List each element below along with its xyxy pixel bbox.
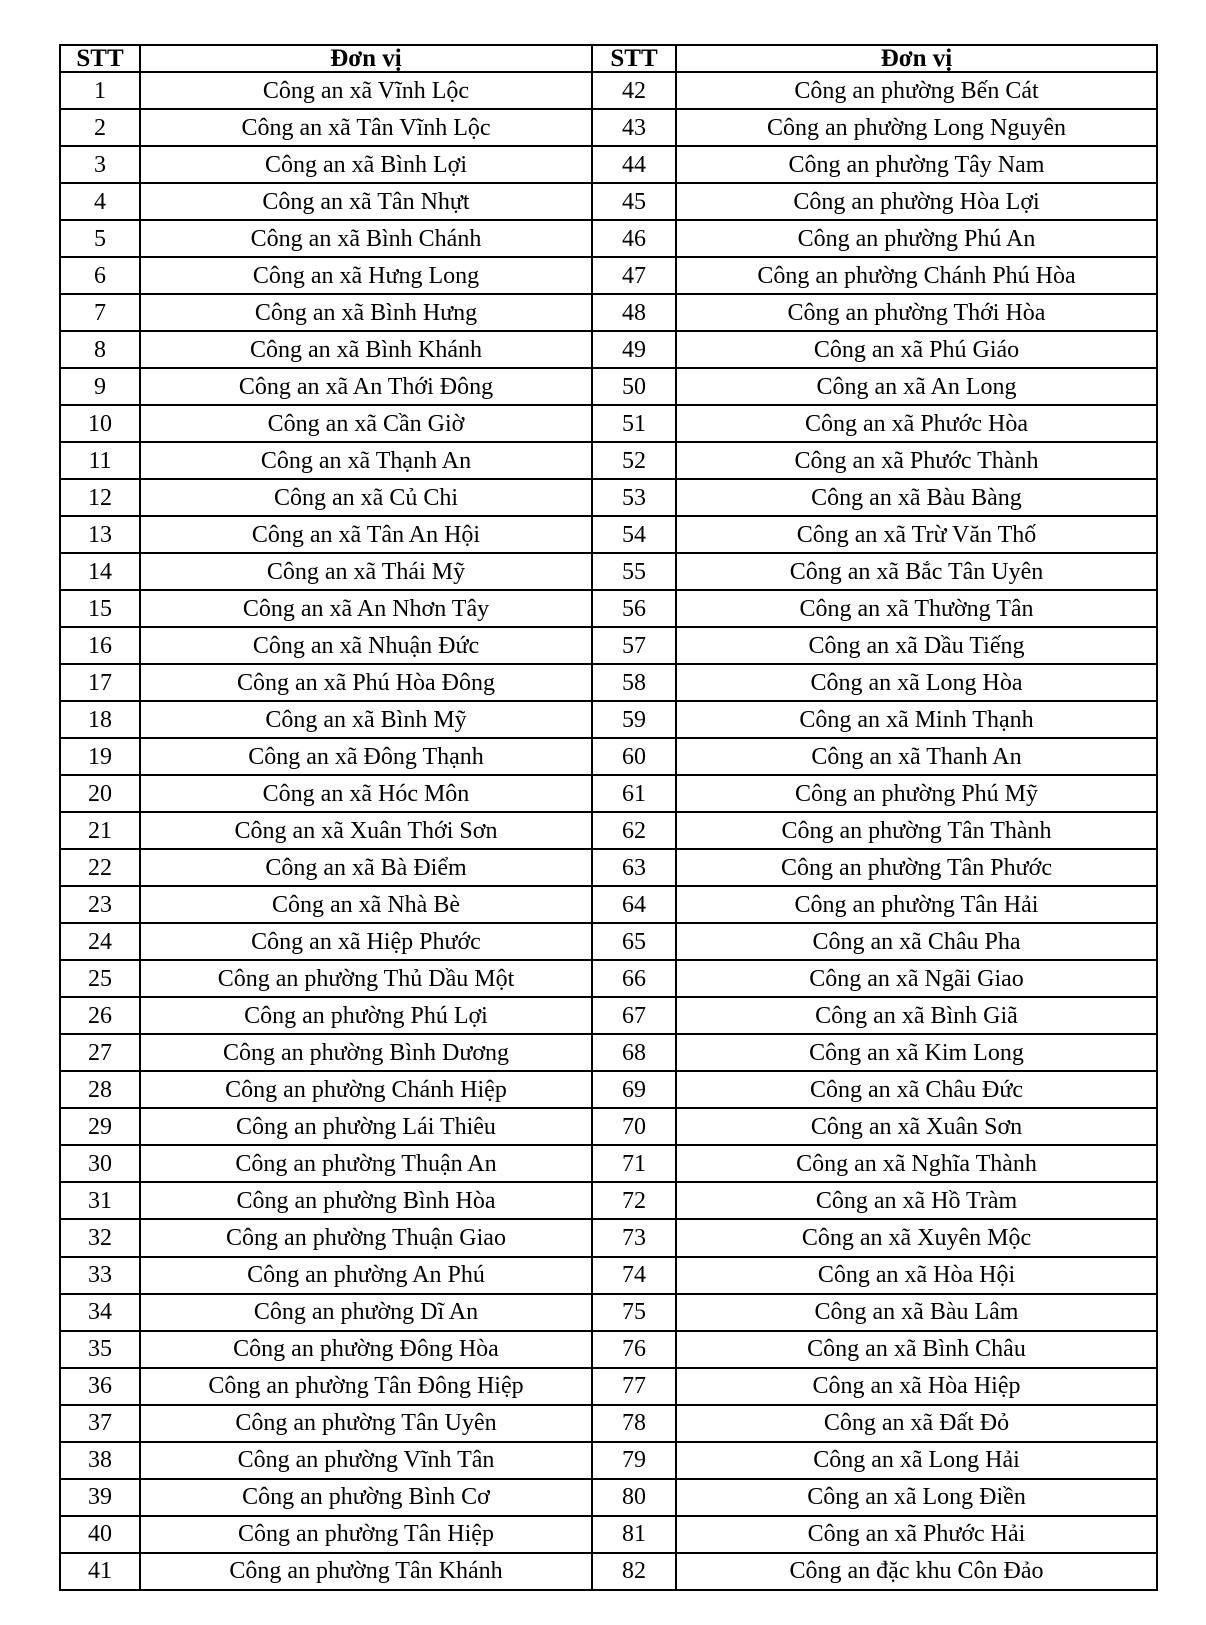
unit-name-cell: Công an xã Hồ Tràm — [676, 1182, 1157, 1219]
stt-cell: 75 — [592, 1294, 676, 1331]
table-row — [60, 1294, 1157, 1331]
unit-name-cell: Công an xã Bình Giã — [676, 997, 1157, 1034]
unit-name-cell: Công an phường An Phú — [140, 1257, 592, 1294]
stt-cell: 35 — [60, 1331, 140, 1368]
unit-name-cell: Công an phường Long Nguyên — [676, 109, 1157, 146]
unit-name-cell: Công an phường Đông Hòa — [140, 1331, 592, 1368]
table-row — [60, 1405, 1157, 1442]
unit-name-cell: Công an xã Phú Giáo — [676, 331, 1157, 368]
stt-cell: 10 — [60, 405, 140, 442]
unit-name-cell: Công an phường Bình Cơ — [140, 1479, 592, 1516]
unit-name-cell: Công an phường Tân Phước — [676, 849, 1157, 886]
unit-name-cell: Công an xã Củ Chi — [140, 479, 592, 516]
stt-cell: 67 — [592, 997, 676, 1034]
header-stt-right: STT — [592, 45, 676, 72]
table-row — [60, 1108, 1157, 1145]
stt-cell: 7 — [60, 294, 140, 331]
stt-cell: 51 — [592, 405, 676, 442]
stt-cell: 56 — [592, 590, 676, 627]
stt-cell: 27 — [60, 1034, 140, 1071]
unit-name-cell: Công an xã Nhuận Đức — [140, 627, 592, 664]
stt-cell: 80 — [592, 1479, 676, 1516]
table-row — [60, 479, 1157, 516]
unit-name-cell: Công an phường Lái Thiêu — [140, 1108, 592, 1145]
unit-name-cell: Công an xã Xuyên Mộc — [676, 1219, 1157, 1256]
stt-cell: 38 — [60, 1442, 140, 1479]
stt-cell: 24 — [60, 923, 140, 960]
stt-cell: 69 — [592, 1071, 676, 1108]
unit-name-cell: Công an xã Long Điền — [676, 1479, 1157, 1516]
unit-name-cell: Công an phường Thuận Giao — [140, 1219, 592, 1256]
stt-cell: 2 — [60, 109, 140, 146]
stt-cell: 41 — [60, 1553, 140, 1590]
stt-cell: 78 — [592, 1405, 676, 1442]
stt-cell: 31 — [60, 1182, 140, 1219]
stt-cell: 43 — [592, 109, 676, 146]
table-row — [60, 1182, 1157, 1219]
unit-name-cell: Công an phường Hòa Lợi — [676, 183, 1157, 220]
header-stt-left: STT — [60, 45, 140, 72]
unit-name-cell: Công an phường Phú Mỹ — [676, 775, 1157, 812]
unit-name-cell: Công an phường Tân Đông Hiệp — [140, 1368, 592, 1405]
stt-cell: 36 — [60, 1368, 140, 1405]
unit-name-cell: Công an xã Kim Long — [676, 1034, 1157, 1071]
table-row — [60, 516, 1157, 553]
unit-name-cell: Công an xã Thường Tân — [676, 590, 1157, 627]
unit-name-cell: Công an xã An Thới Đông — [140, 368, 592, 405]
table-row — [60, 109, 1157, 146]
unit-name-cell: Công an xã Xuân Sơn — [676, 1108, 1157, 1145]
table-row — [60, 1553, 1157, 1590]
stt-cell: 17 — [60, 664, 140, 701]
unit-name-cell: Công an xã Bình Mỹ — [140, 701, 592, 738]
unit-name-cell: Công an phường Bến Cát — [676, 72, 1157, 109]
stt-cell: 18 — [60, 701, 140, 738]
table-row — [60, 1257, 1157, 1294]
table-row — [60, 627, 1157, 664]
unit-name-cell: Công an xã Dầu Tiếng — [676, 627, 1157, 664]
stt-cell: 29 — [60, 1108, 140, 1145]
unit-name-cell: Công an xã Tân Vĩnh Lộc — [140, 109, 592, 146]
stt-cell: 1 — [60, 72, 140, 109]
unit-name-cell: Công an xã Xuân Thới Sơn — [140, 812, 592, 849]
stt-cell: 79 — [592, 1442, 676, 1479]
header-row — [60, 45, 1157, 72]
stt-cell: 20 — [60, 775, 140, 812]
stt-cell: 54 — [592, 516, 676, 553]
table-row — [60, 294, 1157, 331]
stt-cell: 6 — [60, 257, 140, 294]
unit-name-cell: Công an xã Trừ Văn Thố — [676, 516, 1157, 553]
stt-cell: 77 — [592, 1368, 676, 1405]
unit-name-cell: Công an xã Thái Mỹ — [140, 553, 592, 590]
stt-cell: 52 — [592, 442, 676, 479]
unit-name-cell: Công an xã Hóc Môn — [140, 775, 592, 812]
stt-cell: 34 — [60, 1294, 140, 1331]
stt-cell: 21 — [60, 812, 140, 849]
stt-cell: 49 — [592, 331, 676, 368]
stt-cell: 55 — [592, 553, 676, 590]
unit-name-cell: Công an xã Châu Đức — [676, 1071, 1157, 1108]
stt-cell: 14 — [60, 553, 140, 590]
unit-name-cell: Công an xã Đất Đỏ — [676, 1405, 1157, 1442]
unit-name-cell: Công an xã Phước Hòa — [676, 405, 1157, 442]
unit-name-cell: Công an xã Cần Giờ — [140, 405, 592, 442]
table-row — [60, 368, 1157, 405]
table-row — [60, 72, 1157, 109]
unit-name-cell: Công an xã Minh Thạnh — [676, 701, 1157, 738]
unit-name-cell: Công an phường Phú Lợi — [140, 997, 592, 1034]
table-row — [60, 257, 1157, 294]
unit-name-cell: Công an xã Bình Chánh — [140, 220, 592, 257]
unit-name-cell: Công an xã Thanh An — [676, 738, 1157, 775]
stt-cell: 22 — [60, 849, 140, 886]
table-row — [60, 738, 1157, 775]
table-row — [60, 331, 1157, 368]
stt-cell: 53 — [592, 479, 676, 516]
stt-cell: 73 — [592, 1219, 676, 1256]
table-row — [60, 923, 1157, 960]
unit-name-cell: Công an phường Thới Hòa — [676, 294, 1157, 331]
table-row — [60, 1442, 1157, 1479]
stt-cell: 70 — [592, 1108, 676, 1145]
stt-cell: 64 — [592, 886, 676, 923]
table-row — [60, 664, 1157, 701]
table-row — [60, 183, 1157, 220]
stt-cell: 26 — [60, 997, 140, 1034]
stt-cell: 3 — [60, 146, 140, 183]
unit-name-cell: Công an phường Tân Hải — [676, 886, 1157, 923]
unit-name-cell: Công an phường Chánh Phú Hòa — [676, 257, 1157, 294]
stt-cell: 30 — [60, 1145, 140, 1182]
unit-name-cell: Công an xã Đông Thạnh — [140, 738, 592, 775]
table-row — [60, 220, 1157, 257]
stt-cell: 61 — [592, 775, 676, 812]
table-row — [60, 701, 1157, 738]
unit-name-cell: Công an xã Hòa Hiệp — [676, 1368, 1157, 1405]
stt-cell: 25 — [60, 960, 140, 997]
stt-cell: 15 — [60, 590, 140, 627]
unit-name-cell: Công an phường Tân Khánh — [140, 1553, 592, 1590]
table-row — [60, 775, 1157, 812]
table-row — [60, 590, 1157, 627]
unit-name-cell: Công an xã Bình Hưng — [140, 294, 592, 331]
stt-cell: 68 — [592, 1034, 676, 1071]
table-row — [60, 1368, 1157, 1405]
unit-name-cell: Công an phường Phú An — [676, 220, 1157, 257]
police-unit-table — [59, 44, 1158, 1591]
unit-name-cell: Công an xã Phước Thành — [676, 442, 1157, 479]
stt-cell: 33 — [60, 1257, 140, 1294]
stt-cell: 46 — [592, 220, 676, 257]
unit-name-cell: Công an xã Bàu Bàng — [676, 479, 1157, 516]
unit-name-cell: Công an phường Thủ Dầu Một — [140, 960, 592, 997]
unit-name-cell: Công an xã Ngãi Giao — [676, 960, 1157, 997]
stt-cell: 60 — [592, 738, 676, 775]
stt-cell: 82 — [592, 1553, 676, 1590]
unit-name-cell: Công an xã Tân An Hội — [140, 516, 592, 553]
table-row — [60, 146, 1157, 183]
table-row — [60, 812, 1157, 849]
stt-cell: 13 — [60, 516, 140, 553]
unit-name-cell: Công an xã Nghĩa Thành — [676, 1145, 1157, 1182]
stt-cell: 72 — [592, 1182, 676, 1219]
unit-name-cell: Công an đặc khu Côn Đảo — [676, 1553, 1157, 1590]
unit-name-cell: Công an xã Bàu Lâm — [676, 1294, 1157, 1331]
unit-name-cell: Công an xã Hưng Long — [140, 257, 592, 294]
table-row — [60, 1516, 1157, 1553]
table-row — [60, 405, 1157, 442]
table-row — [60, 960, 1157, 997]
stt-cell: 48 — [592, 294, 676, 331]
stt-cell: 8 — [60, 331, 140, 368]
stt-cell: 11 — [60, 442, 140, 479]
unit-name-cell: Công an phường Thuận An — [140, 1145, 592, 1182]
stt-cell: 39 — [60, 1479, 140, 1516]
unit-name-cell: Công an xã Phú Hòa Đông — [140, 664, 592, 701]
unit-name-cell: Công an xã Bình Khánh — [140, 331, 592, 368]
stt-cell: 16 — [60, 627, 140, 664]
stt-cell: 42 — [592, 72, 676, 109]
unit-name-cell: Công an phường Dĩ An — [140, 1294, 592, 1331]
stt-cell: 19 — [60, 738, 140, 775]
unit-name-cell: Công an phường Tây Nam — [676, 146, 1157, 183]
stt-cell: 65 — [592, 923, 676, 960]
stt-cell: 37 — [60, 1405, 140, 1442]
unit-name-cell: Công an xã Thạnh An — [140, 442, 592, 479]
stt-cell: 44 — [592, 146, 676, 183]
table-row — [60, 1479, 1157, 1516]
unit-name-cell: Công an phường Vĩnh Tân — [140, 1442, 592, 1479]
unit-name-cell: Công an xã Nhà Bè — [140, 886, 592, 923]
stt-cell: 66 — [592, 960, 676, 997]
stt-cell: 4 — [60, 183, 140, 220]
stt-cell: 62 — [592, 812, 676, 849]
stt-cell: 57 — [592, 627, 676, 664]
table-row — [60, 1145, 1157, 1182]
header-unit-left: Đơn vị — [140, 45, 592, 72]
stt-cell: 23 — [60, 886, 140, 923]
stt-cell: 12 — [60, 479, 140, 516]
stt-cell: 81 — [592, 1516, 676, 1553]
unit-name-cell: Công an phường Tân Thành — [676, 812, 1157, 849]
unit-name-cell: Công an xã An Nhơn Tây — [140, 590, 592, 627]
stt-cell: 50 — [592, 368, 676, 405]
table-row — [60, 886, 1157, 923]
unit-name-cell: Công an xã Tân Nhựt — [140, 183, 592, 220]
stt-cell: 28 — [60, 1071, 140, 1108]
stt-cell: 63 — [592, 849, 676, 886]
stt-cell: 45 — [592, 183, 676, 220]
unit-name-cell: Công an xã Phước Hải — [676, 1516, 1157, 1553]
stt-cell: 71 — [592, 1145, 676, 1182]
unit-name-cell: Công an xã Bà Điểm — [140, 849, 592, 886]
unit-name-cell: Công an xã Hiệp Phước — [140, 923, 592, 960]
table-row — [60, 1071, 1157, 1108]
table-row — [60, 849, 1157, 886]
unit-name-cell: Công an xã Bình Lợi — [140, 146, 592, 183]
header-unit-right: Đơn vị — [676, 45, 1157, 72]
table-row — [60, 1219, 1157, 1256]
unit-name-cell: Công an xã Bắc Tân Uyên — [676, 553, 1157, 590]
stt-cell: 58 — [592, 664, 676, 701]
table-row — [60, 553, 1157, 590]
unit-name-cell: Công an xã Hòa Hội — [676, 1257, 1157, 1294]
unit-name-cell: Công an xã Long Hòa — [676, 664, 1157, 701]
unit-name-cell: Công an phường Chánh Hiệp — [140, 1071, 592, 1108]
unit-name-cell: Công an phường Tân Uyên — [140, 1405, 592, 1442]
stt-cell: 76 — [592, 1331, 676, 1368]
table-row — [60, 442, 1157, 479]
stt-cell: 74 — [592, 1257, 676, 1294]
table-body — [60, 72, 1157, 1590]
table-row — [60, 1331, 1157, 1368]
stt-cell: 5 — [60, 220, 140, 257]
unit-name-cell: Công an xã Long Hải — [676, 1442, 1157, 1479]
unit-name-cell: Công an xã Bình Châu — [676, 1331, 1157, 1368]
table-row — [60, 1034, 1157, 1071]
stt-cell: 9 — [60, 368, 140, 405]
stt-cell: 32 — [60, 1219, 140, 1256]
unit-name-cell: Công an phường Tân Hiệp — [140, 1516, 592, 1553]
stt-cell: 40 — [60, 1516, 140, 1553]
unit-name-cell: Công an xã Châu Pha — [676, 923, 1157, 960]
stt-cell: 47 — [592, 257, 676, 294]
table-header — [60, 45, 1157, 72]
table-row — [60, 997, 1157, 1034]
unit-name-cell: Công an xã An Long — [676, 368, 1157, 405]
unit-name-cell: Công an phường Bình Hòa — [140, 1182, 592, 1219]
unit-name-cell: Công an phường Bình Dương — [140, 1034, 592, 1071]
unit-name-cell: Công an xã Vĩnh Lộc — [140, 72, 592, 109]
stt-cell: 59 — [592, 701, 676, 738]
